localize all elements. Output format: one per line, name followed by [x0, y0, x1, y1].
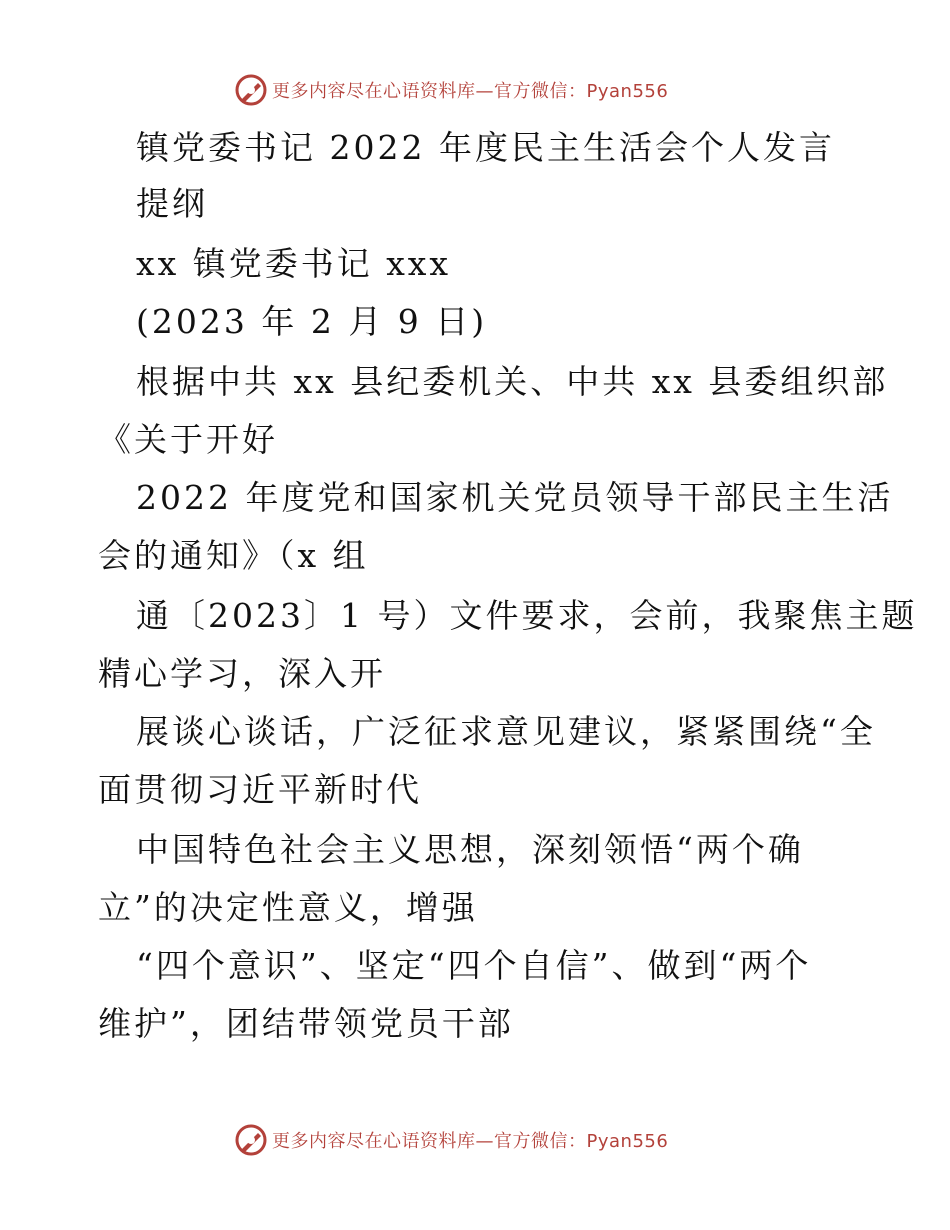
paragraph-line: 根据中共 xx 县纪委机关、中共 xx 县委组织部: [136, 362, 889, 401]
paragraph-line: 通〔2023〕1 号）文件要求，会前，我聚焦主题: [136, 596, 918, 635]
header-watermark: [234, 73, 668, 107]
footer-watermark: [234, 1123, 668, 1157]
paragraph-line: 会的通知》（x 组: [98, 536, 369, 575]
watermark-text: 更多内容尽在心语资料库—官方微信：Pyan556: [272, 81, 669, 102]
pen-logo-icon: [234, 1123, 268, 1157]
paragraph-line: 2022 年度党和国家机关党员领导干部民主生活: [136, 478, 894, 517]
date-line: (2023 年 2 月 9 日): [136, 302, 488, 341]
paragraph-line: 《关于开好: [98, 420, 278, 459]
paragraph-line: 维护”，团结带领党员干部: [98, 1004, 514, 1043]
watermark-text: 更多内容尽在心语资料库—官方微信：Pyan556: [272, 1131, 669, 1152]
paragraph-line: 精心学习，深入开: [98, 654, 386, 693]
pen-logo-icon: [234, 73, 268, 107]
paragraph-line: 中国特色社会主义思想，深刻领悟“两个确: [136, 830, 804, 869]
paragraph-line: 展谈心谈话，广泛征求意见建议，紧紧围绕“全: [136, 712, 876, 751]
title-line-1: 镇党委书记 2022 年度民主生活会个人发言: [136, 128, 835, 167]
author-line: xx 镇党委书记 xxx: [136, 244, 452, 283]
paragraph-line: 立”的决定性意义，增强: [98, 888, 478, 927]
paragraph-line: “四个意识”、坚定“四个自信”、做到“两个: [136, 946, 812, 985]
title-line-2: 提纲: [136, 184, 208, 223]
paragraph-line: 面贯彻习近平新时代: [98, 770, 422, 809]
